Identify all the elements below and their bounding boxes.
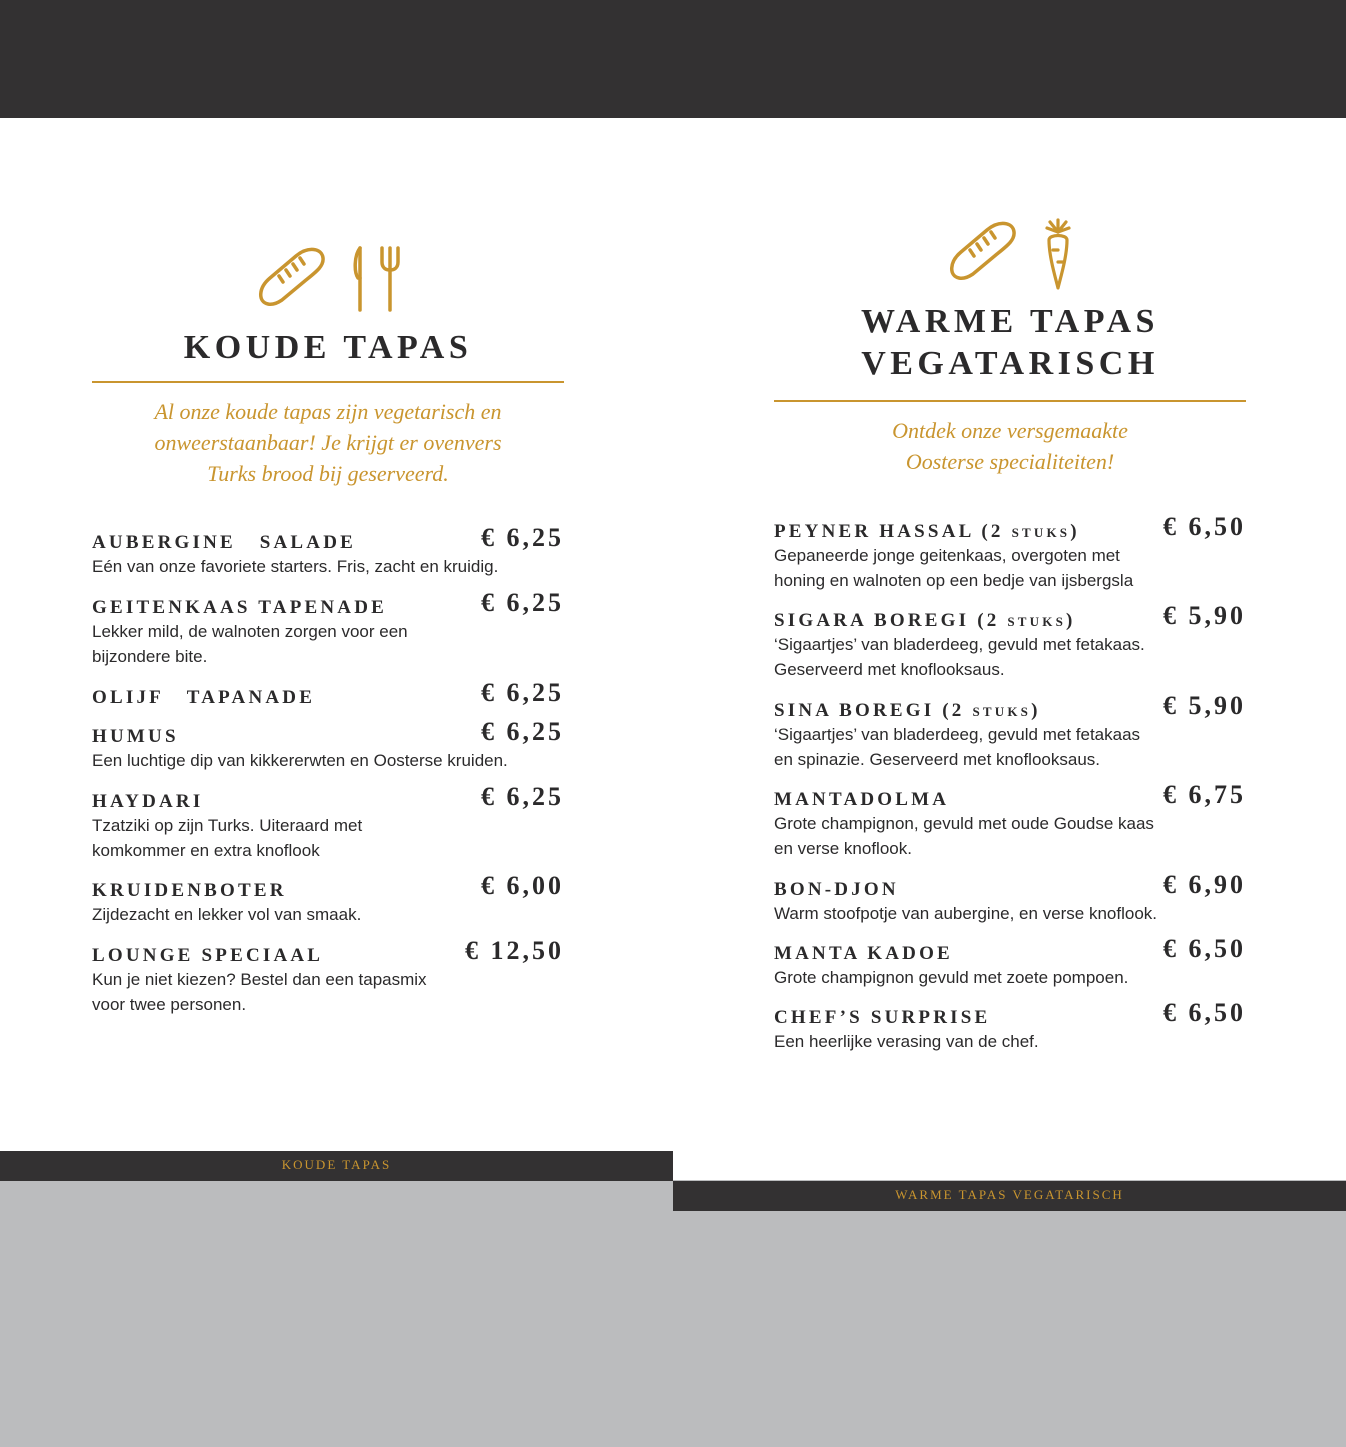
- menu-item: [92, 782, 564, 863]
- item-name: GEITENKAAS TAPENADE: [92, 597, 388, 618]
- item-name: [774, 700, 1041, 722]
- menu-item: [774, 601, 1246, 682]
- intro-line: Oosterse specialiteiten!: [905, 449, 1115, 474]
- item-description: Grote champignon gevuld met zoete pompoen.: [774, 968, 1129, 987]
- item-description: voor twee personen.: [92, 995, 247, 1014]
- item-price: € 6,90: [1163, 870, 1246, 899]
- footer-label: WARME TAPAS VEGATARISCH: [895, 1187, 1124, 1202]
- footer-tab-koude-tapas: [0, 1151, 673, 1181]
- menu-item: [774, 870, 1246, 926]
- item-name-text: PEYNER HASSAL: [774, 521, 974, 542]
- item-quantity: (2 stuks): [981, 521, 1080, 542]
- item-description: bijzondere bite.: [92, 647, 208, 666]
- item-name-text: SINA BOREGI: [774, 700, 935, 721]
- section-icons: [774, 218, 1246, 290]
- title-divider: [92, 381, 564, 383]
- intro-line: Ontdek onze versgemaakte: [892, 418, 1128, 443]
- item-description: Een heerlijke verasing van de chef.: [774, 1032, 1039, 1051]
- item-price: € 6,00: [481, 871, 564, 900]
- menu-item: [92, 588, 564, 669]
- item-name: CHEF’S SURPRISE: [774, 1007, 991, 1028]
- item-price: € 6,25: [481, 523, 564, 552]
- menu-item: [92, 936, 564, 1017]
- title-line: WARME TAPAS: [861, 303, 1159, 340]
- item-quantity: (2 stuks): [977, 610, 1076, 631]
- item-name: HUMUS: [92, 726, 179, 747]
- section-icons: [92, 244, 564, 312]
- item-quantity: (2 stuks): [942, 700, 1041, 721]
- item-description: honing en walnoten op een bedje van ijsbergsla: [774, 571, 1134, 590]
- item-price: € 5,90: [1163, 691, 1246, 720]
- menu-item: [92, 717, 564, 773]
- section-title: [774, 301, 1246, 385]
- item-description: Lekker mild, de walnoten zorgen voor een: [92, 622, 408, 641]
- item-description: ‘Sigaartjes’ van bladerdeeg, gevuld met fetakaas: [774, 725, 1141, 744]
- item-name: [774, 610, 1076, 632]
- top-bar: [0, 0, 1346, 118]
- item-price: € 6,50: [1163, 934, 1246, 963]
- item-price: € 5,90: [1163, 601, 1246, 630]
- item-description: Geserveerd met knoflooksaus.: [774, 660, 1005, 679]
- item-description: Tzatziki op zijn Turks. Uiteraard met: [92, 816, 363, 835]
- item-price: € 6,25: [481, 678, 564, 707]
- item-description: Een luchtige dip van kikkererwten en Oosterse kruiden.: [92, 751, 508, 770]
- item-name: [774, 521, 1080, 543]
- page-bottom-area: [0, 1180, 1346, 1447]
- item-price: € 6,50: [1163, 512, 1246, 541]
- item-name: LOUNGE SPECIAAL: [92, 945, 324, 966]
- item-description: Eén van onze favoriete starters. Fris, zacht en kruidig.: [92, 557, 499, 576]
- intro-line: onweerstaanbaar! Je krijgt er ovenvers: [154, 430, 502, 455]
- menu-item: [774, 780, 1246, 861]
- menu-item: [774, 934, 1246, 990]
- menu-item: [774, 691, 1246, 772]
- menu-item: [774, 512, 1246, 593]
- menu-item: [774, 998, 1246, 1054]
- footer-label: KOUDE TAPAS: [281, 1157, 392, 1172]
- item-price: € 6,50: [1163, 998, 1246, 1027]
- footer-tab-warme-tapas: [673, 1181, 1346, 1211]
- item-description: ‘Sigaartjes’ van bladerdeeg, gevuld met fetakaas.: [774, 635, 1145, 654]
- item-name-text: SIGARA BOREGI: [774, 610, 970, 631]
- bread-icon: [256, 244, 326, 312]
- menu-item: [92, 871, 564, 927]
- item-price: € 6,25: [481, 588, 564, 617]
- section-title: KOUDE TAPAS: [183, 329, 473, 366]
- item-name: KRUIDENBOTER: [92, 880, 287, 901]
- item-description: Gepaneerde jonge geitenkaas, overgoten met: [774, 546, 1120, 565]
- menu-item: [92, 678, 564, 709]
- intro-line: Al onze koude tapas zijn vegetarisch en: [154, 399, 502, 424]
- item-price: € 6,75: [1163, 780, 1246, 809]
- item-name: AUBERGINE SALADE: [92, 532, 357, 553]
- item-price: € 6,25: [481, 782, 564, 811]
- menu-item: [92, 523, 564, 579]
- item-description: Warm stoofpotje van aubergine, en verse knoflook.: [774, 904, 1158, 923]
- carrot-icon: [1043, 218, 1073, 290]
- item-name: MANTA KADOE: [774, 943, 953, 964]
- item-description: en spinazie. Geserveerd met knoflooksaus.: [774, 750, 1101, 769]
- title-line: VEGATARISCH: [861, 345, 1159, 382]
- item-description: komkommer en extra knoflook: [92, 841, 320, 860]
- section-intro: [774, 415, 1246, 477]
- item-description: Zijdezacht en lekker vol van smaak.: [92, 905, 362, 924]
- item-description: Grote champignon, gevuld met oude Goudse kaas: [774, 814, 1154, 833]
- item-name: OLIJF TAPANADE: [92, 687, 316, 708]
- item-description: Kun je niet kiezen? Bestel dan een tapasmix: [92, 970, 427, 989]
- item-description: en verse knoflook.: [774, 839, 912, 858]
- item-price: € 6,25: [481, 717, 564, 746]
- item-name: HAYDARI: [92, 791, 204, 812]
- section-intro: [92, 396, 564, 489]
- bread-icon: [947, 218, 1017, 290]
- item-name: MANTADOLMA: [774, 789, 950, 810]
- cutlery-icon: [352, 244, 400, 312]
- intro-line: Turks brood bij geserveerd.: [207, 461, 449, 486]
- title-divider: [774, 400, 1246, 402]
- item-price: € 12,50: [465, 936, 564, 965]
- item-name: BON-DJON: [774, 879, 899, 900]
